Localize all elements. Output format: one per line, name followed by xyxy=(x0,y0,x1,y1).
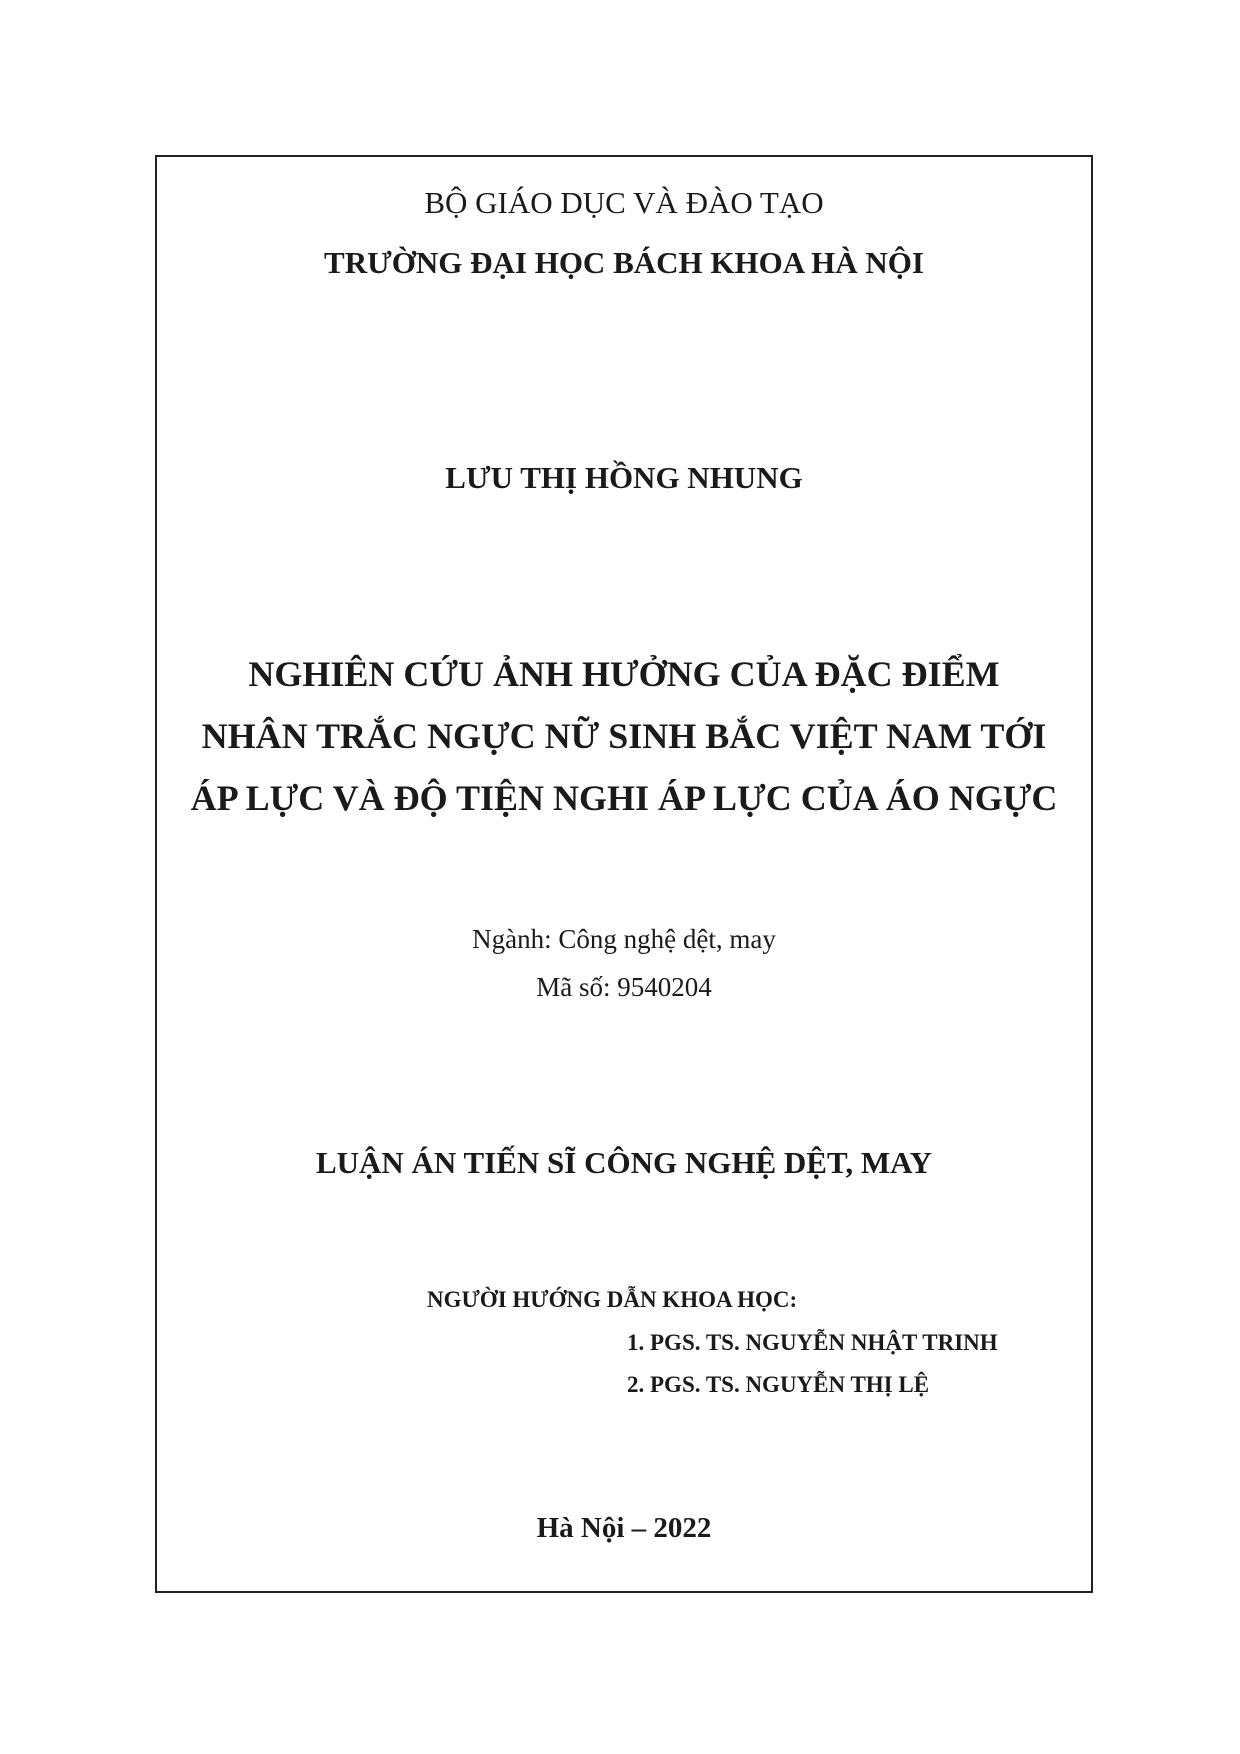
thesis-title-line-2: NHÂN TRẮC NGỰC NỮ SINH BẮC VIỆT NAM TỚI xyxy=(201,716,1047,756)
cover-border-frame xyxy=(155,155,1093,1593)
advisor-2: 2. PGS. TS. NGUYỄN THỊ LỆ xyxy=(627,1372,930,1397)
major-code: Mã số: 9540204 xyxy=(536,972,712,1002)
thesis-title-line-3: ÁP LỰC VÀ ĐỘ TIỆN NGHI ÁP LỰC CỦA ÁO NGỰC xyxy=(190,778,1058,818)
ministry-name: BỘ GIÁO DỤC VÀ ĐÀO TẠO xyxy=(424,185,824,220)
advisor-1: 1. PGS. TS. NGUYỄN NHẬT TRINH xyxy=(627,1330,998,1355)
advisors-label: NGƯỜI HƯỚNG DẪN KHOA HỌC: xyxy=(427,1287,798,1312)
thesis-title-line-1: NGHIÊN CỨU ẢNH HƯỞNG CỦA ĐẶC ĐIỂM xyxy=(248,654,1000,694)
major-field: Ngành: Công nghệ dệt, may xyxy=(472,924,776,954)
degree-type: LUẬN ÁN TIẾN SĨ CÔNG NGHỆ DỆT, MAY xyxy=(315,1145,933,1180)
author-name: LƯU THỊ HỒNG NHUNG xyxy=(445,460,803,495)
place-and-year: Hà Nội – 2022 xyxy=(536,1512,712,1544)
thesis-title xyxy=(157,643,1091,829)
university-name: TRƯỜNG ĐẠI HỌC BÁCH KHOA HÀ NỘI xyxy=(324,245,924,280)
